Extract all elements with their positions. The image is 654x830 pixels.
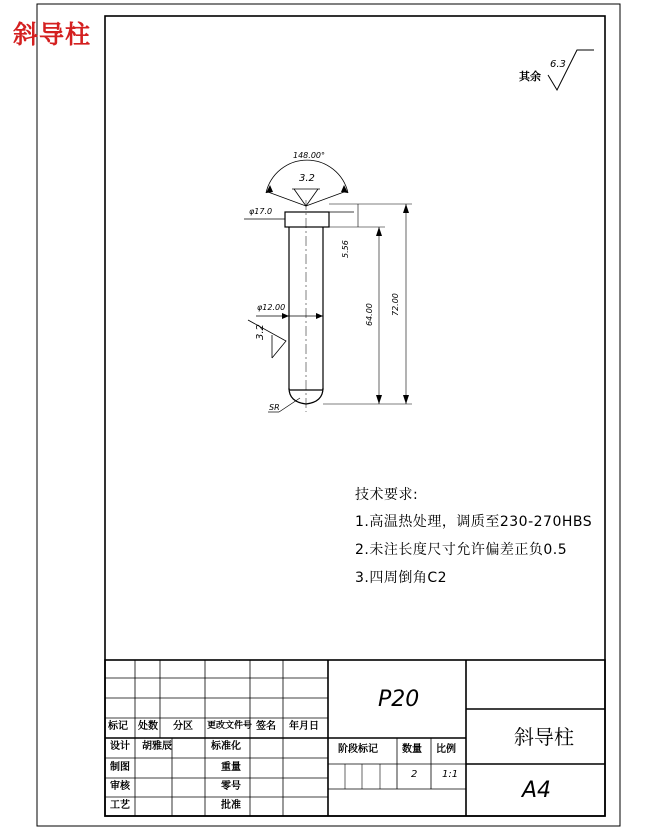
len-body-label: 64.00 bbox=[365, 303, 374, 326]
tb-review-label: 审核 bbox=[110, 781, 130, 792]
tb-change-doc-label: 更改文件号 bbox=[207, 721, 253, 731]
dia-shank-label: φ12.00 bbox=[257, 303, 286, 312]
tb-zone-label: 分区 bbox=[173, 721, 193, 732]
tb-part-no-label: 零号 bbox=[221, 781, 241, 792]
tb-stage-label: 阶段标记 bbox=[338, 744, 378, 755]
dia-head-label: φ17.0 bbox=[249, 207, 273, 216]
general-finish-value: 6.3 bbox=[550, 59, 566, 70]
tb-sign-label: 签名 bbox=[256, 721, 276, 732]
angle-label: 148.00° bbox=[293, 151, 325, 160]
tb-part-code: P20 bbox=[378, 687, 420, 712]
tb-sheet-size: A4 bbox=[522, 778, 552, 803]
len-head-label: 5.56 bbox=[341, 240, 350, 258]
tb-approve-label: 批准 bbox=[221, 800, 241, 811]
tb-count-label: 处数 bbox=[138, 721, 158, 732]
tb-part-name: 斜导柱 bbox=[514, 725, 574, 749]
tb-craft-label: 工艺 bbox=[110, 800, 130, 811]
len-total-label: 72.00 bbox=[391, 293, 400, 316]
radius-label: SR bbox=[269, 403, 280, 412]
tech-req-heading: 技术要求: bbox=[355, 487, 419, 503]
tech-req-item-2: 2.未注长度尺寸允许偏差正负0.5 bbox=[355, 542, 568, 558]
tb-scale-label: 比例 bbox=[436, 744, 456, 755]
roughness-side-label: 3.2 bbox=[255, 324, 266, 340]
tb-date-label: 年月日 bbox=[289, 721, 319, 732]
tech-req-item-3: 3.四周倒角C2 bbox=[355, 570, 448, 586]
tb-draw-label: 制图 bbox=[110, 762, 130, 773]
tb-qty-value: 2 bbox=[411, 769, 418, 780]
roughness-top-label: 3.2 bbox=[299, 173, 315, 184]
tb-weight-label: 重量 bbox=[221, 762, 241, 773]
tb-design-label: 设计 bbox=[110, 741, 130, 752]
tb-designer-name: 胡雅辰 bbox=[142, 741, 172, 752]
page-title: 斜导柱 bbox=[13, 20, 92, 49]
general-finish-prefix: 其余 bbox=[519, 70, 541, 83]
tb-mark-label: 标记 bbox=[108, 721, 128, 732]
tech-req-item-1: 1.高温热处理，调质至230-270HBS bbox=[355, 514, 593, 530]
tb-scale-value: 1:1 bbox=[442, 769, 459, 780]
tb-standardize-label: 标准化 bbox=[211, 741, 241, 752]
tb-qty-label: 数量 bbox=[402, 744, 422, 755]
